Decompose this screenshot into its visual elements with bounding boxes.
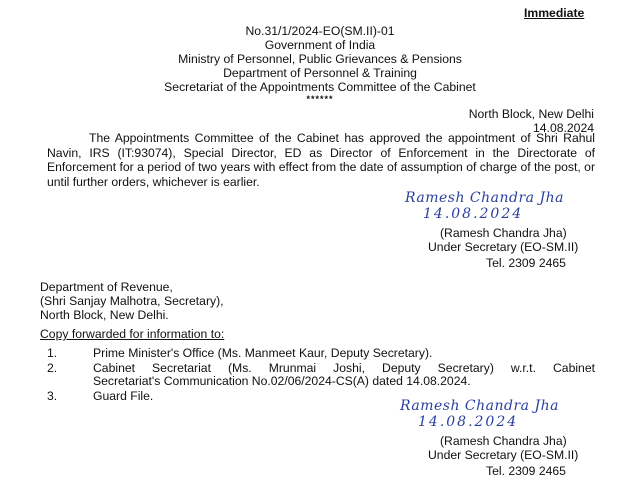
signature-2-date: 14.08.2024 xyxy=(418,414,519,430)
signatory-1-designation: Under Secretary (EO-SM.II) xyxy=(428,240,579,254)
addressee-line-1: Department of Revenue, xyxy=(40,280,173,294)
list-item-number: 1. xyxy=(47,346,58,360)
list-item xyxy=(47,362,595,389)
signatory-2-designation: Under Secretary (EO-SM.II) xyxy=(428,448,579,462)
list-item-number: 2. xyxy=(47,360,58,375)
priority-label: Immediate xyxy=(524,6,585,20)
secretariat-line: Secretariat of the Appointments Committee of the Cabinet xyxy=(164,80,476,94)
copy-heading: Copy forwarded for information to: xyxy=(40,327,225,341)
ministry-line: Ministry of Personnel, Public Grievances & Pensions xyxy=(178,52,462,66)
signatory-2-name: (Ramesh Chandra Jha) xyxy=(440,434,567,448)
addressee-line-2: (Shri Sanjay Malhotra, Secretary), xyxy=(40,294,224,308)
list-item-text: Cabinet Secretariat (Ms. Mrunmai Joshi, Deputy Secretary) w.r.t. Cabinet xyxy=(93,360,595,375)
government-line: Government of India xyxy=(264,38,376,52)
body-paragraph xyxy=(47,131,595,189)
signatory-1-tel: Tel. 2309 2465 xyxy=(486,256,566,270)
copy-list xyxy=(47,347,595,403)
addressee-line-3: North Block, New Delhi. xyxy=(40,308,169,322)
place-line: North Block, New Delhi xyxy=(468,107,594,121)
signatory-2-tel: Tel. 2309 2465 xyxy=(486,464,566,478)
list-item-text-wrapper xyxy=(93,362,595,389)
list-item-number: 3. xyxy=(47,388,58,403)
signature-1-date: 14.08.2024 xyxy=(423,206,524,222)
list-item xyxy=(47,347,595,361)
date-line: 14.08.2024 xyxy=(533,121,594,135)
body-text: The Appointments Committee of the Cabinet has approved the appointment of Shri Rahul Navin, IRS (IT:93074), Special Director, ED as Director of Enforcement in the Directorate of Enforcement for a period of two years with effect from the date of assumption of charge of the post, or until further orders, whichever is earlier. xyxy=(47,131,595,189)
signatory-1-name: (Ramesh Chandra Jha) xyxy=(440,226,567,240)
signature-2 xyxy=(400,398,559,430)
signature-2-name: Ramesh Chandra Jha xyxy=(400,398,559,414)
separator-stars: ****** xyxy=(306,94,334,104)
list-item-text-continued: Secretariat's Communication No.02/06/2024-CS(A) dated 14.08.2024. xyxy=(93,374,471,388)
department-line: Department of Personnel & Training xyxy=(223,66,417,80)
reference-number: No.31/1/2024-EO(SM.II)-01 xyxy=(245,24,395,38)
signature-1-name: Ramesh Chandra Jha xyxy=(405,190,564,206)
signature-1 xyxy=(405,190,564,222)
list-item-text: Guard File. xyxy=(93,388,154,403)
list-item-text: Prime Minister's Office (Ms. Manmeet Kaur, Deputy Secretary). xyxy=(93,346,433,360)
